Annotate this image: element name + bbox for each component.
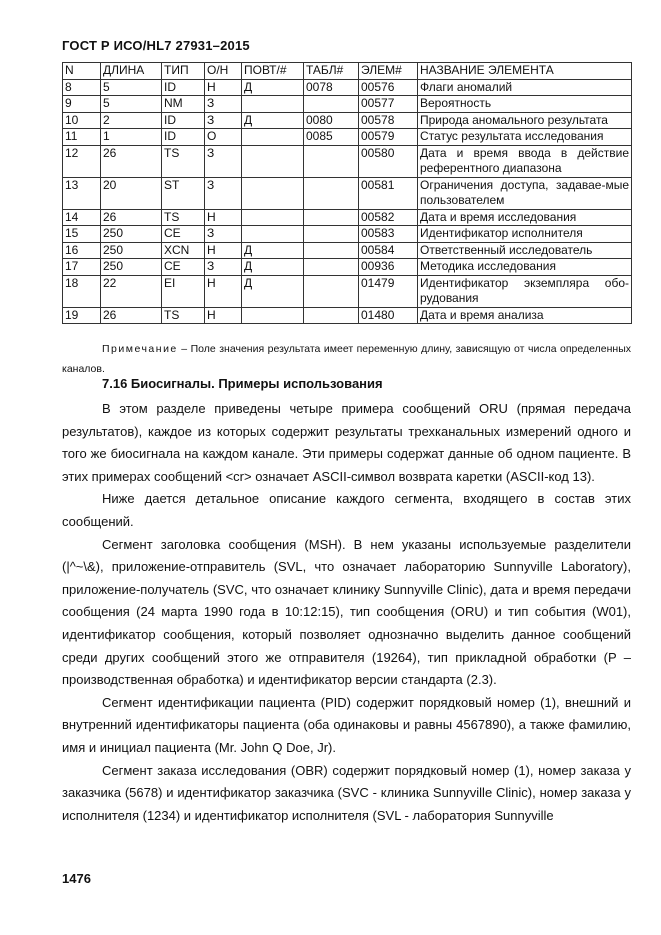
- table-cell: 26: [101, 209, 162, 226]
- table-cell: Природа аномального результата: [418, 112, 632, 129]
- table-cell: 01479: [359, 275, 418, 307]
- table-cell: 00579: [359, 129, 418, 146]
- table-row: [63, 129, 632, 146]
- table-cell: Дата и время ввода в действие референтного диапазона: [418, 145, 632, 177]
- table-cell: 0080: [304, 112, 359, 129]
- table-cell: 8: [63, 79, 101, 96]
- table-row: [63, 242, 632, 259]
- table-cell: 1: [101, 129, 162, 146]
- paragraph: Сегмент идентификации пациента (PID) содержит порядковый номер (1), внешний и внутренний идентификаторы пациента (оба одинаковы и равны 4567890), а также фамилию, имя и инициал пациента (Mr. John Q Doe, Jr).: [62, 694, 631, 755]
- table-cell: Н: [205, 209, 242, 226]
- table-cell: О: [205, 129, 242, 146]
- paragraph: Сегмент заказа исследования (OBR) содержит порядковый номер (1), номер заказа у заказчика (5678) и идентификатор заказчика (SVC - клиника Sunnyville Clinic), номер заказа у исполнителя (1234) и идентификатор исполнителя (SVL - лаборатория Sunnyville: [62, 762, 631, 823]
- table-cell: Д: [242, 112, 304, 129]
- table-row: [63, 275, 632, 307]
- table-cell: NM: [162, 96, 205, 113]
- table-cell: Д: [242, 259, 304, 276]
- table-cell: 250: [101, 259, 162, 276]
- table-cell: Д: [242, 275, 304, 307]
- table-cell: [242, 96, 304, 113]
- table-cell: Дата и время анализа: [418, 307, 632, 324]
- table-cell: 5: [101, 96, 162, 113]
- table-cell: 250: [101, 226, 162, 243]
- table-cell: Н: [205, 275, 242, 307]
- table-cell: 15: [63, 226, 101, 243]
- table-cell: 13: [63, 177, 101, 209]
- table-cell: ID: [162, 79, 205, 96]
- column-header: ТИП: [162, 63, 205, 80]
- table-cell: З: [205, 145, 242, 177]
- column-header: ДЛИНА: [101, 63, 162, 80]
- table-cell: 16: [63, 242, 101, 259]
- table-cell: Н: [205, 242, 242, 259]
- table-cell: Д: [242, 79, 304, 96]
- table-cell: ID: [162, 112, 205, 129]
- table-cell: Ответственный исследователь: [418, 242, 632, 259]
- table-cell: З: [205, 226, 242, 243]
- table-cell: 26: [101, 307, 162, 324]
- table-cell: 26: [101, 145, 162, 177]
- table-cell: [304, 307, 359, 324]
- column-header: ТАБЛ#: [304, 63, 359, 80]
- table-cell: [304, 209, 359, 226]
- table-cell: Статус результата исследования: [418, 129, 632, 146]
- table-cell: Идентификатор экземпляра обо-рудования: [418, 275, 632, 307]
- column-header: О/Н: [205, 63, 242, 80]
- table-cell: 11: [63, 129, 101, 146]
- table-cell: [304, 259, 359, 276]
- table-cell: Идентификатор исполнителя: [418, 226, 632, 243]
- table-row: [63, 259, 632, 276]
- segment-elements-table: [62, 62, 632, 324]
- table-cell: 10: [63, 112, 101, 129]
- paragraph: Ниже дается детальное описание каждого сегмента, входящего в состав этих сообщений.: [62, 491, 631, 529]
- table-cell: 01480: [359, 307, 418, 324]
- paragraph: Сегмент заголовка сообщения (MSH). В нем указаны используемые разделители (|^~\&), приложение-отправитель (SVL, что означает лабораторию Sunnyville Laboratory), приложение-получатель (SVC, что означает клинику Sunnyville Clinic), дата и время передачи сообщения (24 марта 1990 года в 10:12:15), тип сообщения (ORU) и тип события (W01), идентификатор сообщения, который позволяет однозначно выделить данное сообщений среди других сообщений этого же отправителя (19264), тип прикладной обработки (P – производственная обработка) и идентификатор версии стандарта (2.3).: [62, 536, 631, 688]
- table-cell: 00581: [359, 177, 418, 209]
- table-cell: З: [205, 112, 242, 129]
- table-cell: Ограничения доступа, задавае-мые пользователем: [418, 177, 632, 209]
- table-row: [63, 112, 632, 129]
- table-cell: 00577: [359, 96, 418, 113]
- table-cell: [304, 145, 359, 177]
- table-cell: TS: [162, 307, 205, 324]
- table-cell: Д: [242, 242, 304, 259]
- table-cell: [242, 209, 304, 226]
- table-cell: [242, 307, 304, 324]
- table-cell: TS: [162, 145, 205, 177]
- table-row: [63, 79, 632, 96]
- table-cell: EI: [162, 275, 205, 307]
- section-title: 7.16 Биосигналы. Примеры использования: [102, 376, 383, 391]
- note-text: – Поле значения результата имеет переменную длину, зависящую от числа определенных каналов.: [62, 343, 631, 375]
- table-cell: [304, 275, 359, 307]
- table-row: [63, 307, 632, 324]
- table-cell: Флаги аномалий: [418, 79, 632, 96]
- table-cell: 18: [63, 275, 101, 307]
- table-cell: 00578: [359, 112, 418, 129]
- table-cell: 14: [63, 209, 101, 226]
- table-cell: [304, 96, 359, 113]
- table-cell: Методика исследования: [418, 259, 632, 276]
- table-cell: XCN: [162, 242, 205, 259]
- table-cell: 2: [101, 112, 162, 129]
- table-cell: З: [205, 177, 242, 209]
- table-body: [63, 79, 632, 324]
- column-header: N: [63, 63, 101, 80]
- table-cell: Дата и время исследования: [418, 209, 632, 226]
- table-cell: 00576: [359, 79, 418, 96]
- table-cell: Н: [205, 79, 242, 96]
- table-cell: Вероятность: [418, 96, 632, 113]
- table-cell: [304, 177, 359, 209]
- table-cell: 00584: [359, 242, 418, 259]
- table-cell: 17: [63, 259, 101, 276]
- table-cell: 250: [101, 242, 162, 259]
- table-cell: З: [205, 96, 242, 113]
- table-cell: Н: [205, 307, 242, 324]
- table-row: [63, 96, 632, 113]
- column-header: ЭЛЕМ#: [359, 63, 418, 80]
- table-cell: З: [205, 259, 242, 276]
- table-cell: 00583: [359, 226, 418, 243]
- table-row: [63, 226, 632, 243]
- table-cell: [304, 226, 359, 243]
- note-label: Примечание: [102, 343, 178, 355]
- paragraph: В этом разделе приведены четыре примера сообщений ORU (прямая передача результатов), каждое из которых содержит результаты трехканальных измерений одного и того же биосигнала на каждом канале. Эти примеры содержат данные об одном пациенте. В этих примерах сообщений <cr> означает ASCII-символ возврата каретки (ASCII-код 13).: [62, 401, 631, 484]
- table-cell: 20: [101, 177, 162, 209]
- table-cell: 0078: [304, 79, 359, 96]
- table-header-row: [63, 63, 632, 80]
- table-cell: 9: [63, 96, 101, 113]
- table-row: [63, 177, 632, 209]
- table-cell: 00582: [359, 209, 418, 226]
- column-header: НАЗВАНИЕ ЭЛЕМЕНТА: [418, 63, 632, 80]
- table-cell: [242, 226, 304, 243]
- table-cell: CE: [162, 226, 205, 243]
- table-cell: 5: [101, 79, 162, 96]
- document-header: ГОСТ Р ИСО/HL7 27931–2015: [62, 38, 250, 53]
- table-cell: [242, 177, 304, 209]
- table-cell: 19: [63, 307, 101, 324]
- table-cell: CE: [162, 259, 205, 276]
- table-cell: [304, 242, 359, 259]
- table-note: [62, 339, 631, 379]
- table-row: [63, 209, 632, 226]
- table-cell: 22: [101, 275, 162, 307]
- table-cell: [242, 129, 304, 146]
- table-cell: 12: [63, 145, 101, 177]
- table-cell: [242, 145, 304, 177]
- column-header: ПОВТ/#: [242, 63, 304, 80]
- table-cell: 00936: [359, 259, 418, 276]
- body-text: [62, 398, 631, 827]
- table-cell: 0085: [304, 129, 359, 146]
- table-cell: 00580: [359, 145, 418, 177]
- page-number: 1476: [62, 871, 91, 886]
- table-row: [63, 145, 632, 177]
- table-cell: ST: [162, 177, 205, 209]
- table-cell: ID: [162, 129, 205, 146]
- table-cell: TS: [162, 209, 205, 226]
